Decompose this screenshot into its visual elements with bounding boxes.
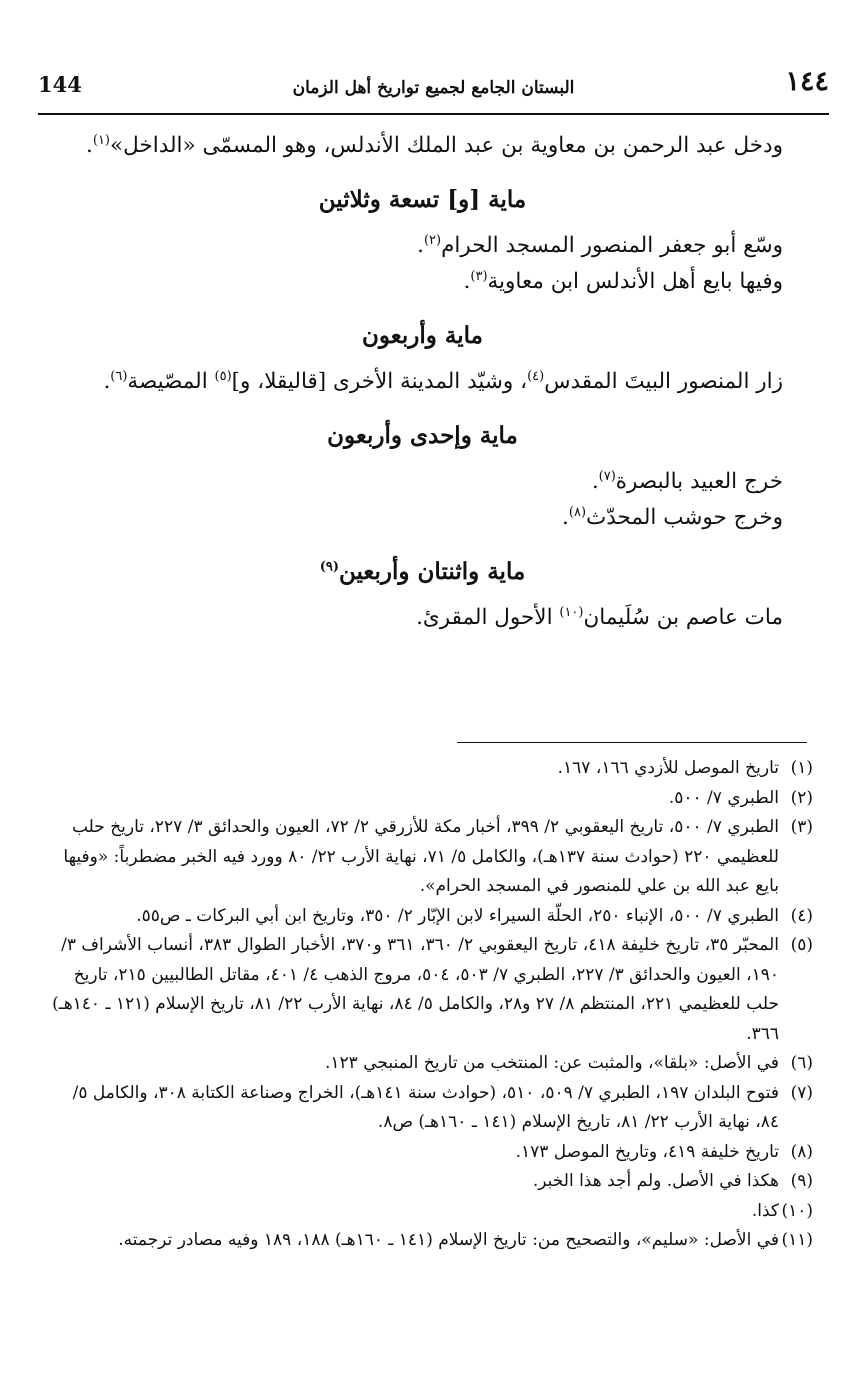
footnote-number: (٨): [790, 1141, 813, 1162]
year-heading: ماية [و] تسعة وثلاثين: [318, 186, 527, 213]
footnote: [44, 1138, 813, 1168]
footnote: [44, 902, 813, 932]
footnote-ref: (٩): [319, 559, 339, 575]
footnote-ref: (١): [92, 132, 110, 148]
entry-line: مات عاصم بن سُلَيمان$^{(١٠)}$ الأحول المقرئ.: [416, 604, 783, 630]
footnote: [44, 931, 813, 1049]
page-number-arabic: ١٤٤: [785, 66, 829, 97]
footnote: [44, 1079, 813, 1138]
footnote: [44, 1167, 813, 1197]
footnote-number: (٣): [790, 817, 813, 837]
footnote-text: تاريخ الموصل للأزدي ١٦٦، ١٦٧.: [557, 758, 779, 778]
footnote-ref: (٣): [470, 268, 488, 284]
footnote-ref: (٤): [527, 368, 545, 384]
footnote-text: الطبري ٧/ ٥٠٠، الإنباء ٢٥٠، الحلّة السيراء لابن الإبّار ٢/ ٣٥٠، وتاريخ ابن أبي البركات ـ ص٥٥.: [136, 905, 779, 926]
intro-paragraph: ودخل عبد الرحمن بن معاوية بن عبد الملك الأندلس، وهو المسمّى «الداخل»$^{(١)}$.: [86, 132, 783, 158]
footnote: [44, 754, 813, 784]
year-heading: ماية وإحدى وأربعون: [327, 422, 518, 449]
footnote-ref: (٧): [598, 468, 616, 484]
main-text: [38, 128, 807, 636]
footnote-number: (٢): [790, 787, 813, 808]
footnote: [44, 1197, 813, 1227]
entry-paragraph: زار المنصور البيتَ المقدس$^{(٤)}$، وشيّد المدينة الأخرى [قاليقلا، و]$^{(٥)}$ المصّيصة$^{(٦)}$.: [103, 368, 783, 394]
footnote-number: (١٠): [781, 1200, 813, 1221]
footnote-text: هكذا في الأصل. ولم أجد هذا الخبر.: [532, 1171, 779, 1191]
footnote-text: في الأصل: «بلقا»، والمثبت عن: المنتخب من تاريخ المنبجي ١٢٣.: [325, 1053, 779, 1073]
footnote: [44, 1226, 813, 1256]
entry-line: وخرج حوشب المحدّث$^{(٨)}$.: [562, 504, 783, 530]
footnote-number: (١): [790, 758, 813, 778]
footnote-ref: (٦): [110, 368, 128, 384]
footnote: [44, 784, 813, 814]
footnotes: [44, 754, 813, 1256]
footnote-text: الطبري ٧/ ٥٠٠.: [668, 787, 779, 808]
footnote: [44, 813, 813, 902]
footnote-divider: [457, 742, 807, 743]
footnote-text: المحبّر ٣٥، تاريخ خليفة ٤١٨، تاريخ اليعقوبي ٢/ ٣٦٠، ٣٦١ و٣٧٠، الأخبار الطوال ٣٨٣، أنساب الأشراف ٣/ ١٩٠، العيون والحدائق ٣/ ٢٢٧، الطبري ٧/ ٥٠٣، ٥٠٤، مروج الذهب ٤/ ٤٠١، مقاتل الطالبيين ٢١٥، تاريخ حلب للعظيمي ٢٢١، المنتظم ٨/ ٢٧ و٢٨، والكامل ٥/ ٨٤، نهاية الأرب ٢٢/ ٨١، تاريخ الإسلام (١٢١ ـ ١٤٠هـ) ٣٦٦.: [52, 935, 779, 1044]
year-heading: ماية وأربعون: [362, 322, 483, 349]
page-number-latin: 144: [38, 72, 82, 97]
entry-line: وسّع أبو جعفر المنصور المسجد الحرام$^{(٢)}$.: [417, 232, 783, 258]
intro-text: ودخل عبد الرحمن بن معاوية بن عبد الملك الأندلس، وهو المسمّى «الداخل»: [110, 133, 783, 158]
footnote-number: (٦): [790, 1053, 813, 1073]
footnote-ref: (٥): [214, 368, 232, 384]
header-divider: [38, 113, 829, 115]
footnote-ref: (٨): [568, 504, 587, 520]
entry-line: خرج العبيد بالبصرة$^{(٧)}$.: [591, 468, 783, 494]
footnote-text: فتوح البلدان ١٩٧، الطبري ٧/ ٥٠٩، ٥١٠، (حوادث سنة ١٤١هـ)، الخراج وصناعة الكتابة ٣٠٨، والكامل ٥/ ٨٤، نهاية الأرب ٢٢/ ٨١، تاريخ الإسلام (١٤١ ـ ١٦٠هـ) ص٨.: [72, 1082, 779, 1132]
footnote-text: كذا.: [751, 1200, 779, 1221]
footnote-text: في الأصل: «سليم»، والتصحيح من: تاريخ الإسلام (١٤١ ـ ١٦٠هـ) ١٨٨، ١٨٩ وفيه مصادر ترجمته.: [118, 1230, 779, 1250]
year-heading: ماية واثنتان وأربعين$^{(٩)}$: [319, 558, 526, 585]
footnote-number: (٩): [790, 1171, 813, 1191]
footnote-ref: (١٠): [559, 604, 584, 620]
entry-line: وفيها بايع أهل الأندلس ابن معاوية$^{(٣)}$.: [463, 268, 783, 294]
footnote-number: (٤): [790, 905, 813, 926]
footnote-number: (٥): [790, 935, 813, 955]
footnote-number: (١١): [781, 1230, 813, 1250]
book-title: البستان الجامع لجميع تواريخ أهل الزمان: [292, 78, 575, 98]
running-header: [38, 66, 829, 106]
footnote-ref: (٢): [423, 232, 442, 248]
footnote-text: الطبري ٧/ ٥٠٠، تاريخ اليعقوبي ٢/ ٣٩٩، أخبار مكة للأزرقي ٢/ ٧٢، العيون والحدائق ٣/ ٢٢٧، تاريخ حلب للعظيمي ٢٢٠ (حوادث سنة ١٣٧هـ)، والكامل ٥/ ٧١، نهاية الأرب ٢٢/ ٨٠ وورد فيه الخبر مضطرباً: «وفيها بايع عبد الله بن علي للمنصور في المسجد الحرام».: [63, 817, 779, 896]
footnote: [44, 1049, 813, 1079]
footnote-number: (٧): [790, 1082, 813, 1103]
footnote-text: تاريخ خليفة ٤١٩، وتاريخ الموصل ١٧٣.: [515, 1141, 779, 1162]
